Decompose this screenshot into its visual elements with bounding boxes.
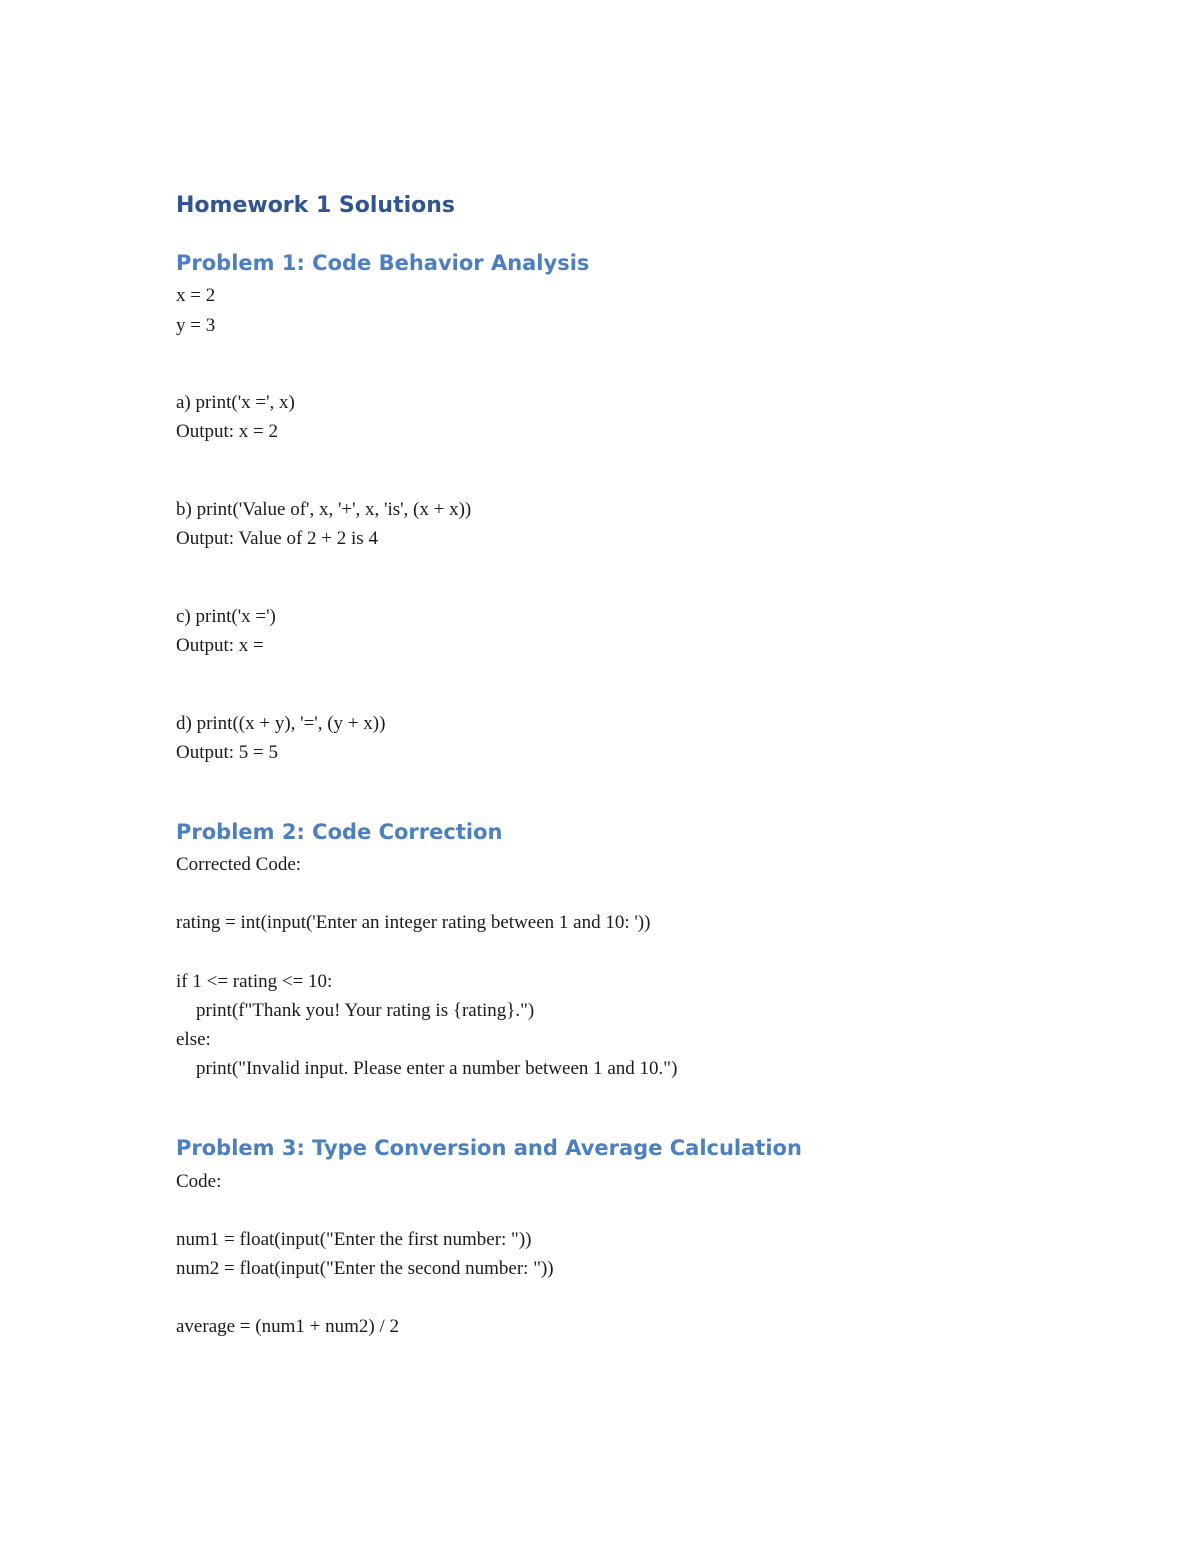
problem-3-heading: Problem 3: Type Conversion and Average Calculation bbox=[176, 1136, 802, 1160]
part-a-output: Output: x = 2 bbox=[176, 421, 279, 442]
code-line-else: else: bbox=[176, 1029, 211, 1050]
code-line-print-invalid: print("Invalid input. Please enter a number between 1 and 10.") bbox=[196, 1058, 678, 1079]
setup-line-y: y = 3 bbox=[176, 315, 216, 336]
code-line-average: average = (num1 + num2) / 2 bbox=[176, 1316, 399, 1337]
code-label: Code: bbox=[176, 1171, 222, 1192]
corrected-code-label: Corrected Code: bbox=[176, 854, 302, 875]
code-line-num2: num2 = float(input("Enter the second number: ")) bbox=[176, 1258, 554, 1279]
code-line-if: if 1 <= rating <= 10: bbox=[176, 971, 333, 992]
part-c-code: c) print('x =') bbox=[176, 606, 276, 627]
part-c-output: Output: x = bbox=[176, 635, 264, 656]
setup-line-x: x = 2 bbox=[176, 285, 216, 306]
part-b-output: Output: Value of 2 + 2 is 4 bbox=[176, 528, 378, 549]
part-b-code: b) print('Value of', x, '+', x, 'is', (x + x)) bbox=[176, 499, 472, 520]
code-line-num1: num1 = float(input("Enter the first number: ")) bbox=[176, 1229, 532, 1250]
problem-1-heading: Problem 1: Code Behavior Analysis bbox=[176, 251, 590, 275]
part-d-code: d) print((x + y), '=', (y + x)) bbox=[176, 713, 386, 734]
document-title: Homework 1 Solutions bbox=[176, 193, 456, 218]
code-line-print-thanks: print(f"Thank you! Your rating is {rating}.") bbox=[196, 1000, 535, 1021]
code-line-rating: rating = int(input('Enter an integer rating between 1 and 10: ')) bbox=[176, 912, 651, 933]
problem-2-heading: Problem 2: Code Correction bbox=[176, 820, 503, 844]
part-a-code: a) print('x =', x) bbox=[176, 392, 295, 413]
part-d-output: Output: 5 = 5 bbox=[176, 742, 279, 763]
